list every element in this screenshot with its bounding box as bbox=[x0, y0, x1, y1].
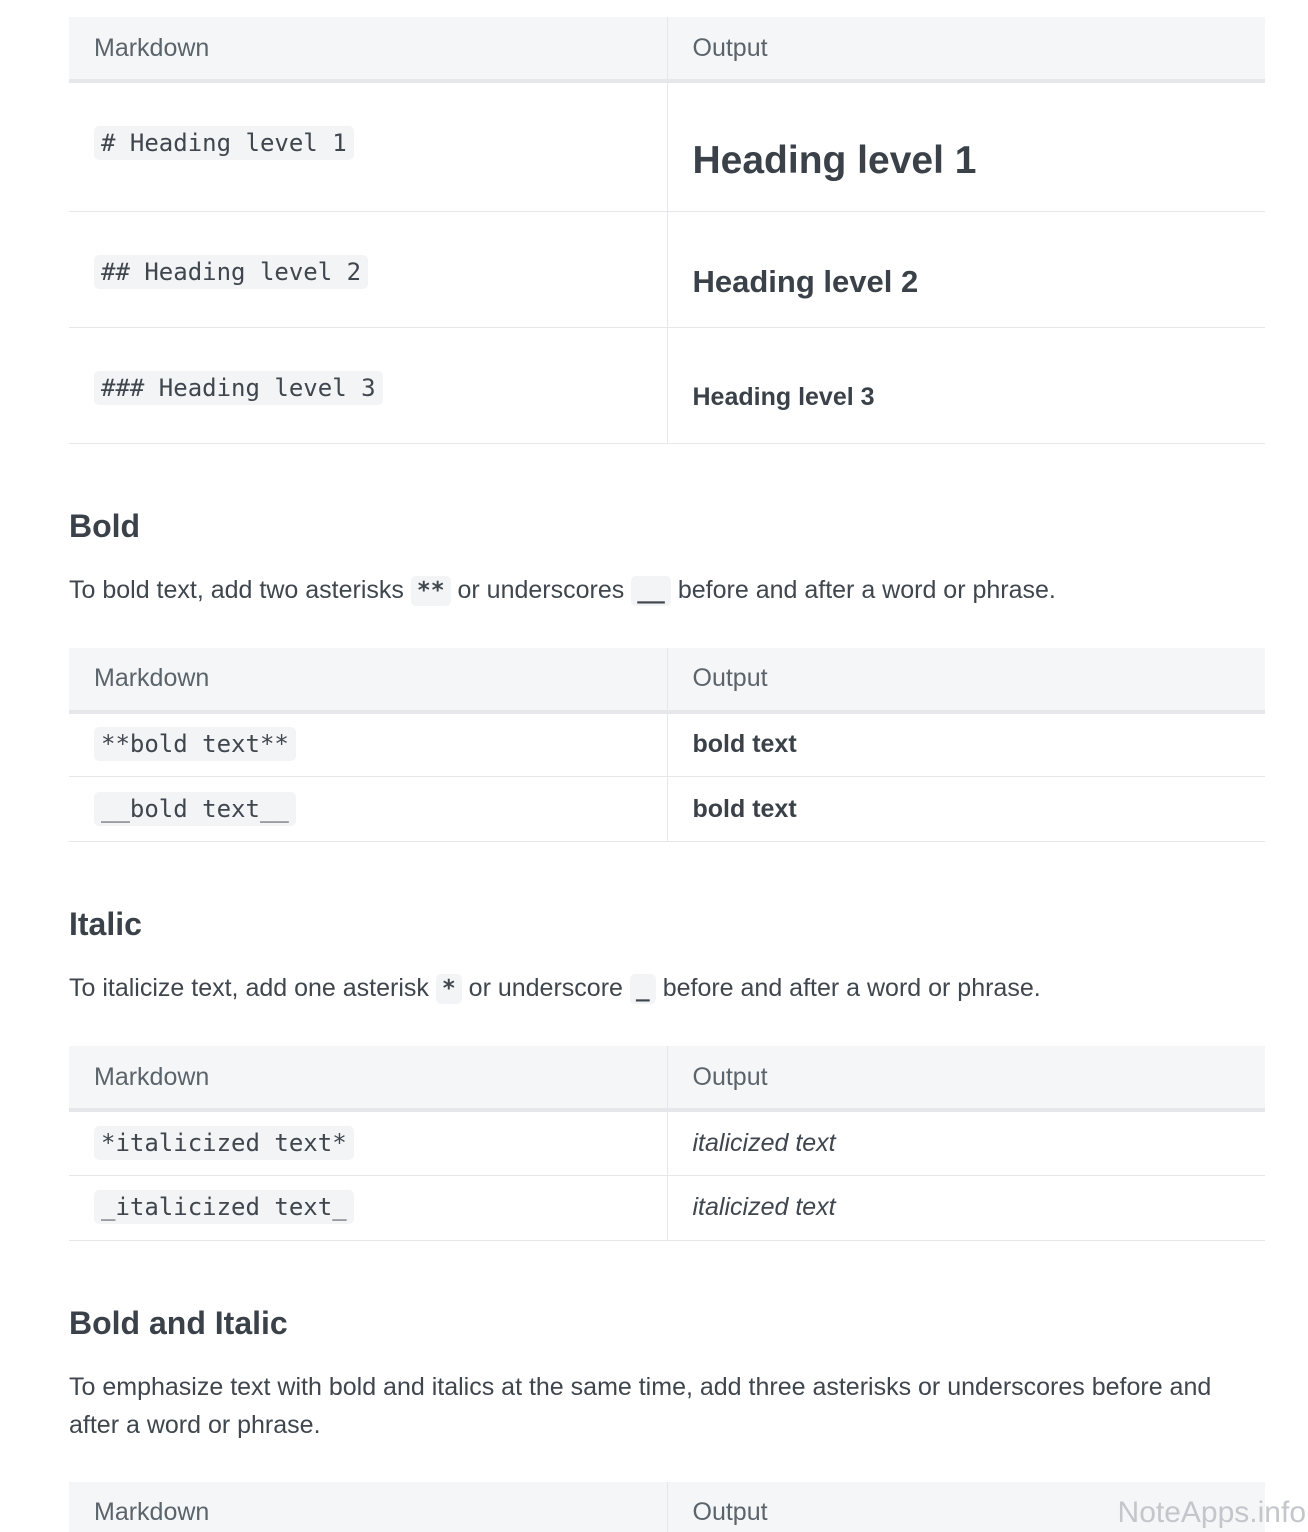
section-heading-bold: Bold bbox=[69, 507, 141, 544]
markdown-code: __bold text__ bbox=[94, 792, 296, 826]
section-heading-bold-italic: Bold and Italic bbox=[69, 1304, 288, 1341]
table-row bbox=[69, 1110, 1265, 1175]
inline-code: * bbox=[436, 974, 462, 1004]
table-header-row bbox=[69, 17, 1265, 81]
column-header-output: Output bbox=[667, 1046, 1265, 1110]
markdown-code: # Heading level 1 bbox=[94, 126, 354, 160]
italic-description: To italicize text, add one asterisk * or underscore _ before and after a word or phrase. bbox=[69, 974, 1041, 1002]
inline-code: ** bbox=[411, 576, 451, 606]
table-row bbox=[69, 712, 1265, 777]
column-header-output: Output bbox=[667, 1482, 1265, 1532]
inline-code: __ bbox=[631, 576, 671, 606]
markdown-code: _italicized text_ bbox=[94, 1190, 354, 1224]
section-heading-italic: Italic bbox=[69, 906, 142, 942]
bold-output: bold text bbox=[692, 730, 797, 759]
bold-table bbox=[69, 648, 1265, 843]
italic-output: italicized text bbox=[692, 1128, 836, 1157]
markdown-code: ## Heading level 2 bbox=[94, 255, 368, 289]
italic-table bbox=[69, 1046, 1265, 1241]
page-content bbox=[69, 17, 1265, 1532]
table-row bbox=[69, 327, 1265, 443]
table-header-row bbox=[69, 1046, 1265, 1110]
column-header-markdown: Markdown bbox=[69, 17, 667, 81]
table-row bbox=[69, 81, 1265, 211]
table-header-row bbox=[69, 648, 1265, 712]
column-header-output: Output bbox=[667, 648, 1265, 712]
bold-italic-description: To emphasize text with bold and italics at the same time, add three asterisks or underscores before and after a word or phrase. bbox=[69, 1372, 1212, 1439]
bold-italic-table bbox=[69, 1482, 1265, 1532]
heading-level-1-output: Heading level 1 bbox=[692, 139, 977, 182]
heading-level-3-output: Heading level 3 bbox=[692, 382, 875, 411]
watermark: NoteApps.info bbox=[1117, 1496, 1306, 1529]
column-header-output: Output bbox=[667, 17, 1265, 81]
heading-level-2-output: Heading level 2 bbox=[692, 263, 919, 299]
markdown-code: **bold text** bbox=[94, 727, 296, 761]
column-header-markdown: Markdown bbox=[69, 1046, 667, 1110]
bold-output: bold text bbox=[692, 794, 797, 823]
table-row bbox=[69, 211, 1265, 327]
table-row bbox=[69, 777, 1265, 842]
table-row bbox=[69, 1175, 1265, 1240]
markdown-code: ### Heading level 3 bbox=[94, 371, 383, 405]
column-header-markdown: Markdown bbox=[69, 1482, 667, 1532]
inline-code: _ bbox=[630, 974, 656, 1004]
headings-table bbox=[69, 17, 1265, 444]
italic-output: italicized text bbox=[692, 1193, 836, 1221]
bold-description: To bold text, add two asterisks ** or underscores __ before and after a word or phrase. bbox=[69, 575, 1056, 604]
markdown-code: *italicized text* bbox=[94, 1126, 354, 1160]
column-header-markdown: Markdown bbox=[69, 648, 667, 712]
table-header-row bbox=[69, 1482, 1265, 1532]
